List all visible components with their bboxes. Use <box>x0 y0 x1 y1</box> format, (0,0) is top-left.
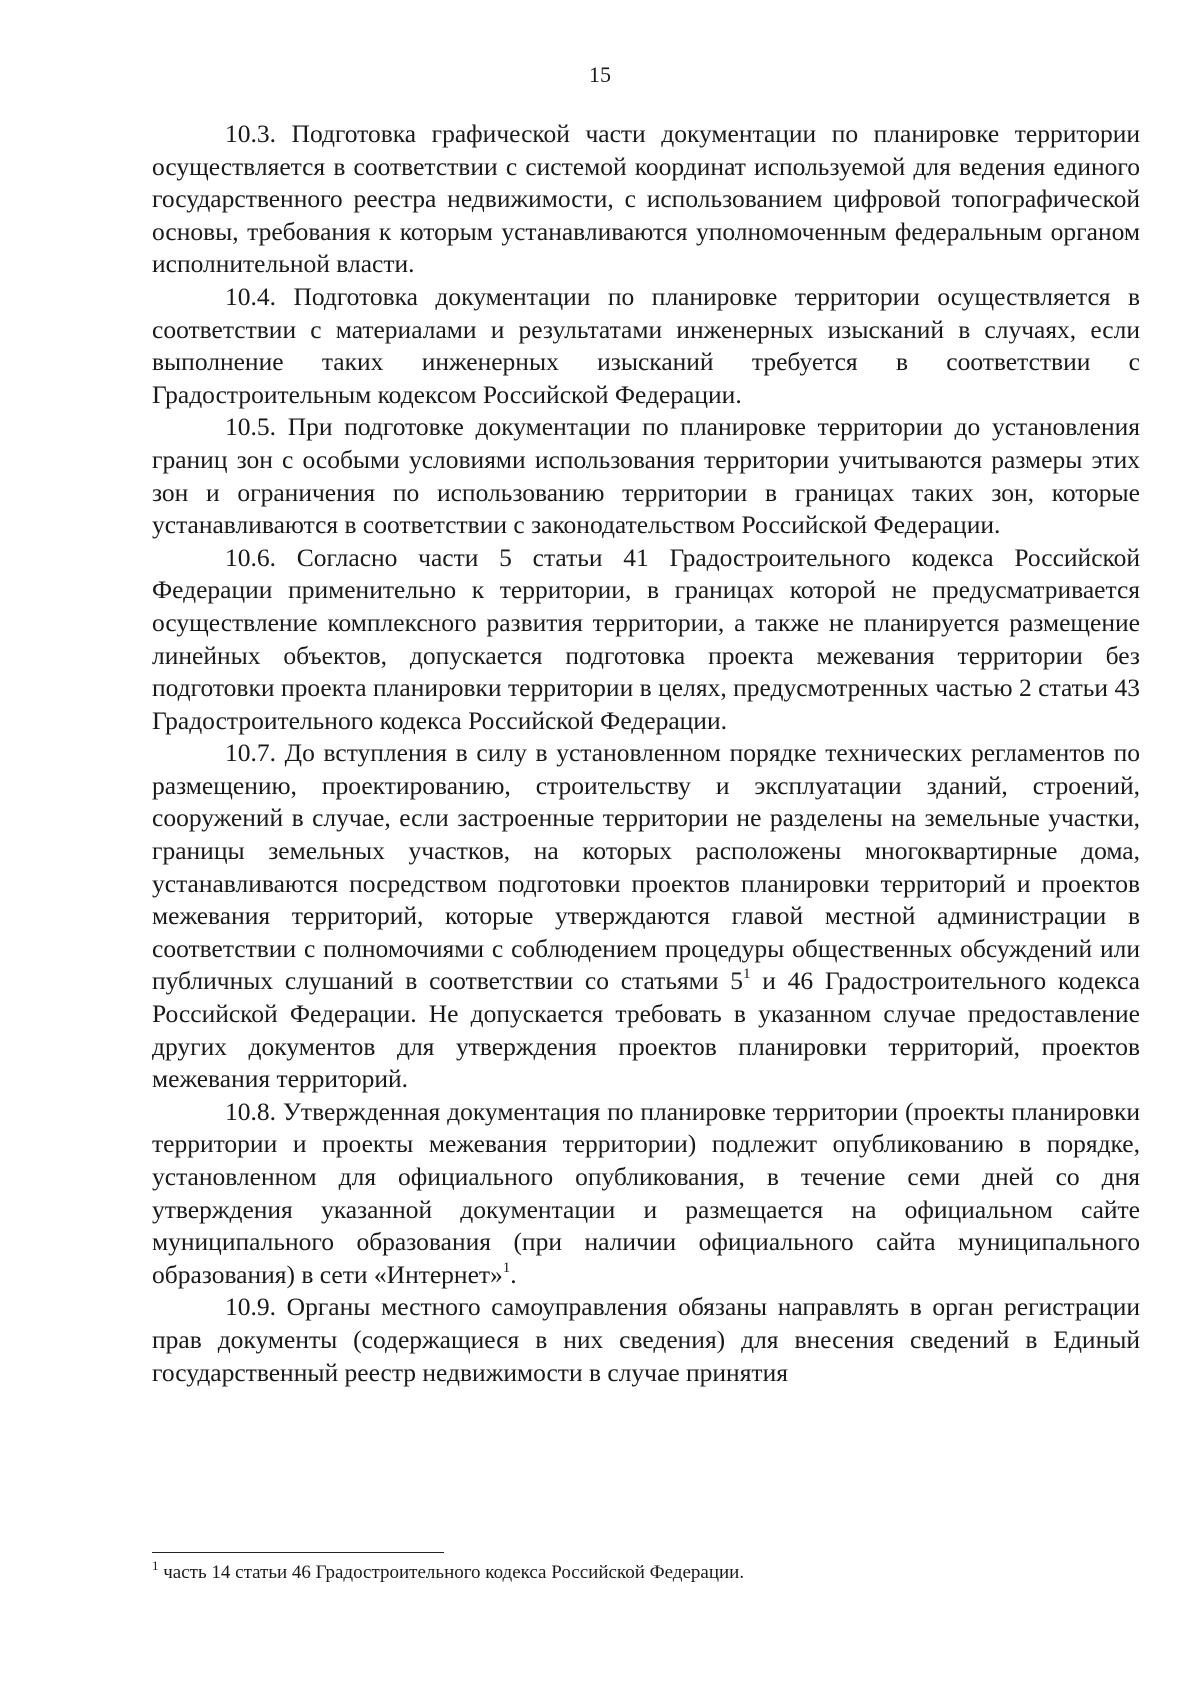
paragraph-10-5: 10.5. При подготовке документации по планировке территории до установления границ зон с особыми условиями использования территории учитываются размеры этих зон и ограничения по использованию территории в границах таких зон, которые устанавливаются в соответствии с законодательством Российской Федерации. <box>152 412 1140 540</box>
paragraph-10-4: 10.4. Подготовка документации по планировке территории осуществляется в соответствии с материалами и результатами инженерных изысканий в случаях, если выполнение таких инженерных изысканий требуется в соответствии с Градостроительным кодексом Российской Федерации. <box>152 281 1140 409</box>
footnote-marker: 1 <box>152 1558 159 1573</box>
footnote <box>152 1560 1142 1586</box>
paragraph-10-3: 10.3. Подготовка графической части документации по планировке территории осуществляется в соответствии с системой координат используемой для ведения единого государственного реестра недвижимости, с использованием цифровой топографической основы, требования к которым устанавливаются уполномоченным федеральным органом исполнительной власти. <box>152 119 1140 279</box>
footnote-reference: 1 <box>742 966 751 983</box>
page-number: 15 <box>589 62 611 87</box>
paragraph-10-8-text-after: . <box>510 1259 517 1289</box>
footnote-separator <box>152 1552 444 1553</box>
paragraph-10-9: 10.9. Органы местного самоуправления обязаны направлять в орган регистрации прав документы (содержащиеся в них сведения) для внесения сведений в Единый государственный реестр недвижимости в случае принятия <box>152 1292 1140 1387</box>
paragraph-10-8-text-before: 10.8. Утвержденная документация по планировке территории (проекты планировки территории и проекты межевания территории) подлежит опубликованию в порядке, установленном для официального опубликования, в течение семи дней со дня утверждения указанной документации и размещается на официальном сайте муниципального образования (при наличии официального сайта муниципального образования) в сети «Интернет» <box>152 1096 1140 1289</box>
footnote-reference: 1 <box>502 1259 511 1276</box>
document-body <box>152 118 1140 1389</box>
paragraph-10-7-text-before: 10.7. До вступления в силу в установленном порядке технических регламентов по размещению, проектированию, строительству и эксплуатации зданий, строений, сооружений в случае, если застроенные территории не разделены на земельные участки, границы земельных участков, на которых расположены многоквартирные дома, устанавливаются посредством подготовки проектов планировки территорий и проектов межевания территорий, которые утверждаются главой местной администрации в соответствии с полномочиями с соблюдением процедуры общественных обсуждений или публичных слушаний в соответствии со статьями 5 <box>152 738 1140 996</box>
footnote-text: часть 14 статьи 46 Градостроительного кодекса Российской Федерации. <box>158 1562 745 1583</box>
paragraph-10-7-text-after: и 46 Градостроительного кодекса Российской Федерации. Не допускается требовать в указанном случае предоставление других документов для утверждения проектов планировки территорий, проектов межевания территорий. <box>152 966 1140 1094</box>
paragraph-10-8 <box>152 1096 1140 1292</box>
paragraph-10-6: 10.6. Согласно части 5 статьи 41 Градостроительного кодекса Российской Федерации применительно к территории, в границах которой не предусматривается осуществление комплексного развития территории, а также не планируется размещение линейных объектов, допускается подготовка проекта межевания территории без подготовки проекта планировки территории в целях, предусмотренных частью 2 статьи 43 Градостроительного кодекса Российской Федерации. <box>152 542 1140 735</box>
paragraph-10-7 <box>152 737 1140 1096</box>
